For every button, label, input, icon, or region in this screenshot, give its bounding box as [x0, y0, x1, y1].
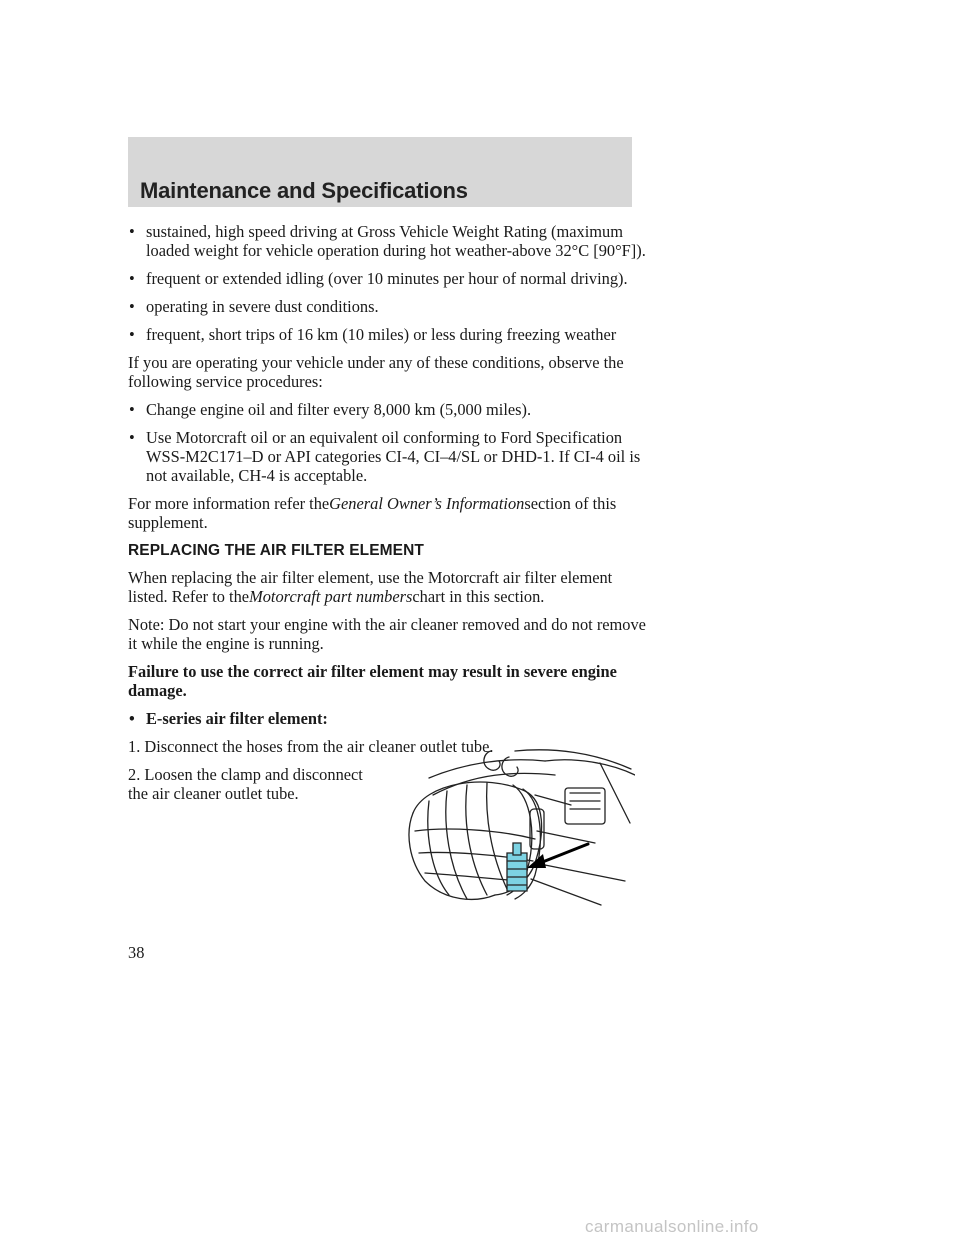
procedure-text: Use Motorcraft oil or an equivalent oil conforming to Ford Specification WSS-M2C171–D or API categories CI-4, CI–4/SL or DHD-1. If CI-4 oil is not available, CH-4 is acceptable. — [146, 428, 641, 485]
note-paragraph: Note: Do not start your engine with the air cleaner removed and do not remove it while the engine is running. — [128, 615, 646, 653]
condition-text: frequent or extended idling (over 10 minutes per hour of normal driving). — [146, 269, 628, 288]
footer-watermark: carmanualsonline.info — [585, 1217, 759, 1236]
more-info-text: For more information refer the — [128, 494, 330, 513]
condition-item — [128, 325, 648, 344]
bullet-icon: • — [129, 400, 135, 419]
warning-paragraph: Failure to use the correct air filter element may result in severe engine damage. — [128, 662, 617, 700]
procedure-item — [128, 400, 648, 419]
procedure-text: Change engine oil and filter every 8,000 km (5,000 miles). — [146, 400, 532, 419]
page-number: 38 — [128, 943, 145, 962]
page-title: Maintenance and Specifications — [140, 178, 468, 203]
section-heading: REPLACING THE AIR FILTER ELEMENT — [128, 542, 424, 559]
page-content — [128, 222, 648, 812]
bullet-icon: • — [129, 325, 135, 344]
bullet-icon: • — [129, 297, 135, 316]
intro-paragraph: If you are operating your vehicle under any of these conditions, observe the following service procedures: — [128, 353, 624, 391]
more-info-text-end: section of this supplement. — [128, 494, 617, 532]
replacement-text-end: chart in this section. — [412, 587, 545, 606]
reference-chart: Motorcraft part numbers — [249, 587, 413, 606]
replacement-paragraph — [128, 568, 648, 606]
eseries-text: E-series air filter element: — [146, 709, 328, 728]
condition-item — [128, 297, 648, 316]
outlet-tube-illustration — [395, 743, 635, 923]
bullet-icon: • — [129, 428, 135, 447]
step-2: 2. Loosen the clamp and disconnect the air cleaner outlet tube. — [128, 765, 363, 803]
bullet-icon: • — [129, 222, 135, 241]
procedure-item — [128, 428, 648, 485]
outlet-tube-drawing — [395, 743, 635, 923]
condition-item — [128, 222, 648, 260]
replacement-text: When replacing the air filter element, use the Motorcraft air filter element listed. Refer to the — [128, 568, 613, 606]
bullet-icon: • — [129, 269, 135, 288]
bullet-icon: • — [129, 709, 135, 728]
step-1: 1. Disconnect the hoses from the air cleaner outlet tube. — [128, 737, 494, 756]
eseries-item — [128, 709, 648, 728]
condition-item — [128, 269, 648, 288]
condition-text: operating in severe dust conditions. — [146, 297, 379, 316]
condition-text: frequent, short trips of 16 km (10 miles) or less during freezing weather — [146, 325, 617, 344]
condition-text: sustained, high speed driving at Gross Vehicle Weight Rating (maximum loaded weight for vehicle operation during hot weather-above 32°C [90°F]). — [146, 222, 646, 260]
more-info-paragraph — [128, 494, 648, 532]
reference-title: General Owner’s Information — [329, 494, 525, 513]
